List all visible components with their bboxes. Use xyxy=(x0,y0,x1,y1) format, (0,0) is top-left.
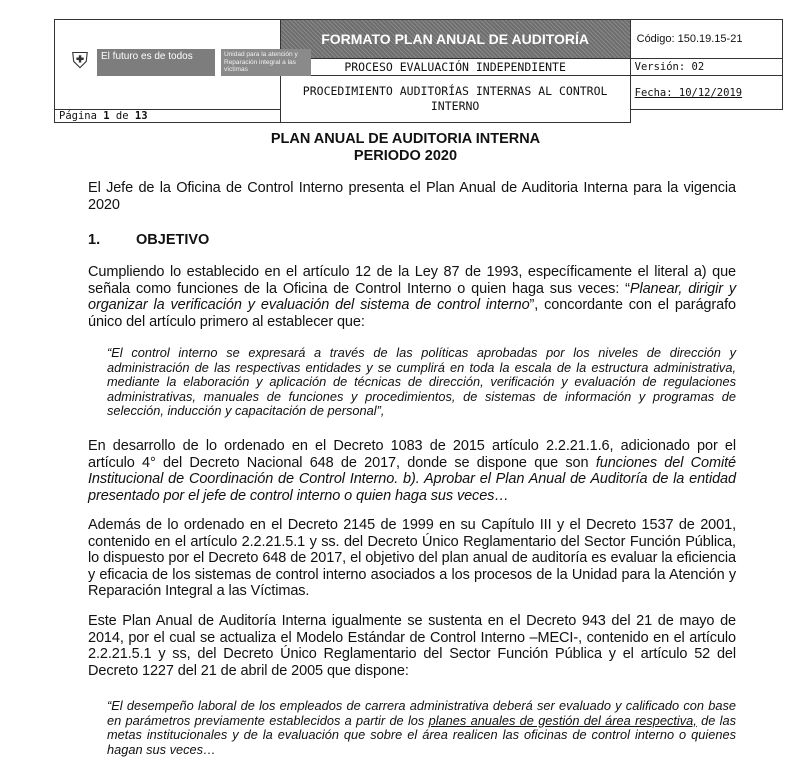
paragraph-decreto-943: Este Plan Anual de Auditoría Interna igualmente se sustenta en el Decreto 943 del 21 de mayo de 2014, por el cual se actualiza el Modelo Estándar de Control Interno –MECI-, contenido en el artículo 2.2.21.5.1 y ss, del Decreto Único Reglamentario del Sector Función Pública y el artículo 52 del Decreto 1227 del 21 de abril de 2005 que dispone: xyxy=(88,613,736,679)
p2-text-italic: funciones del Comité Institucional de Coordinación de Control Interno. b). Aprobar el Plan Anual de Auditoría de la entidad presentado por el jefe de control interno o quien haga sus veces… xyxy=(88,454,736,504)
section-number: 1. xyxy=(88,232,101,248)
procedure-name: PROCEDIMIENTO AUDITORÍAS INTERNAS AL CONTROL INTERNO xyxy=(280,76,630,123)
logo-cell xyxy=(55,20,298,110)
section-heading xyxy=(88,232,209,248)
page-of: de xyxy=(109,110,135,122)
quote-control-interno: “El control interno se expresará a través de las políticas aprobadas por los niveles de dirección y administración de las respectivas entidades y se cumplirá en toda la escala de la estructura administrativa, mediante la elaboración y aplicación de técnicas de dirección, verificación y evaluación de regulaciones administrativas, manuales de funciones y procedimientos, de sistemas de información y programas de selección, inducción y capacitación de personal”, xyxy=(107,345,736,418)
paragraph-decreto-1083 xyxy=(88,438,736,504)
p1-text-italic: Planear, dirigir y organizar la verificación y evaluación del sistema de control interno xyxy=(88,280,736,313)
unit-logo: Unidad para la atención y Reparación integral a las víctimas xyxy=(221,49,311,76)
document-title: PLAN ANUAL DE AUDITORIA INTERNA xyxy=(270,131,541,147)
document-header-table xyxy=(54,19,783,123)
document-code: Código: 150.19.15-21 xyxy=(630,20,782,59)
intro-paragraph: El Jefe de la Oficina de Control Interno presenta el Plan Anual de Auditoria Interna para la vigencia 2020 xyxy=(88,180,736,213)
page-prefix: Página xyxy=(59,110,104,122)
coat-of-arms-icon: ⛨ xyxy=(71,48,89,73)
q2-text-underline: planes anuales de gestión del área respectiva, xyxy=(428,712,697,728)
q2-text-a: “El desempeño laboral de los empleados de carrera administrativa deberá ser evaluado y calificado con base en parámetros previamente establecidos a partir de los xyxy=(107,698,736,728)
document-date: Fecha: 10/12/2019 xyxy=(630,76,782,110)
format-title: FORMATO PLAN ANUAL DE AUDITORÍA xyxy=(280,20,630,59)
q2-text-b: de las metas institucionales y de la evaluación que sobre el área realicen las oficinas de control interno o quienes hagan sus veces… xyxy=(107,712,737,757)
page-total: 13 xyxy=(134,110,148,122)
document-period: PERIODO 2020 xyxy=(353,148,458,164)
p1-text-b: ”, concordante con el parágrafo único del artículo primero al establecer que: xyxy=(88,297,736,330)
page-current: 1 xyxy=(103,110,110,122)
paragraph-objective xyxy=(88,264,736,330)
paragraph-decreto-2145: Además de lo ordenado en el Decreto 2145 de 1999 en su Capítulo III y el Decreto 1537 de 2001, contenido en el artículo 2.2.21.5.1 y ss. del Decreto Único Reglamentario del Sector Función Pública, lo dispuesto por el Decreto 648 de 2017, el objetivo del plan anual de auditoría es evaluar la eficiencia y eficacia de los sistemas de control interno asociados a los procesos de la Unidad para la Atención y Reparación Integral a las Víctimas. xyxy=(88,517,736,599)
p1-text-a: Cumpliendo lo establecido en el artículo 12 de la Ley 87 de 1993, específicamente el literal a) que señala como funciones de la Oficina de Control Interno o quien haga sus veces: “ xyxy=(88,264,736,297)
p2-text-a: En desarrollo de lo ordenado en el Decreto 1083 de 2015 artículo 2.2.21.1.6, adicionado por el artículo 4° del Decreto Nacional 648 de 2017, donde se dispone que son xyxy=(88,438,736,471)
page-number xyxy=(55,110,281,123)
process-name: PROCESO EVALUACIÓN INDEPENDIENTE xyxy=(280,59,630,76)
government-logo: El futuro es de todos xyxy=(97,49,215,76)
quote-desempeno-laboral xyxy=(107,699,736,757)
document-version: Versión: 02 xyxy=(630,59,782,76)
section-title: OBJETIVO xyxy=(136,232,210,248)
